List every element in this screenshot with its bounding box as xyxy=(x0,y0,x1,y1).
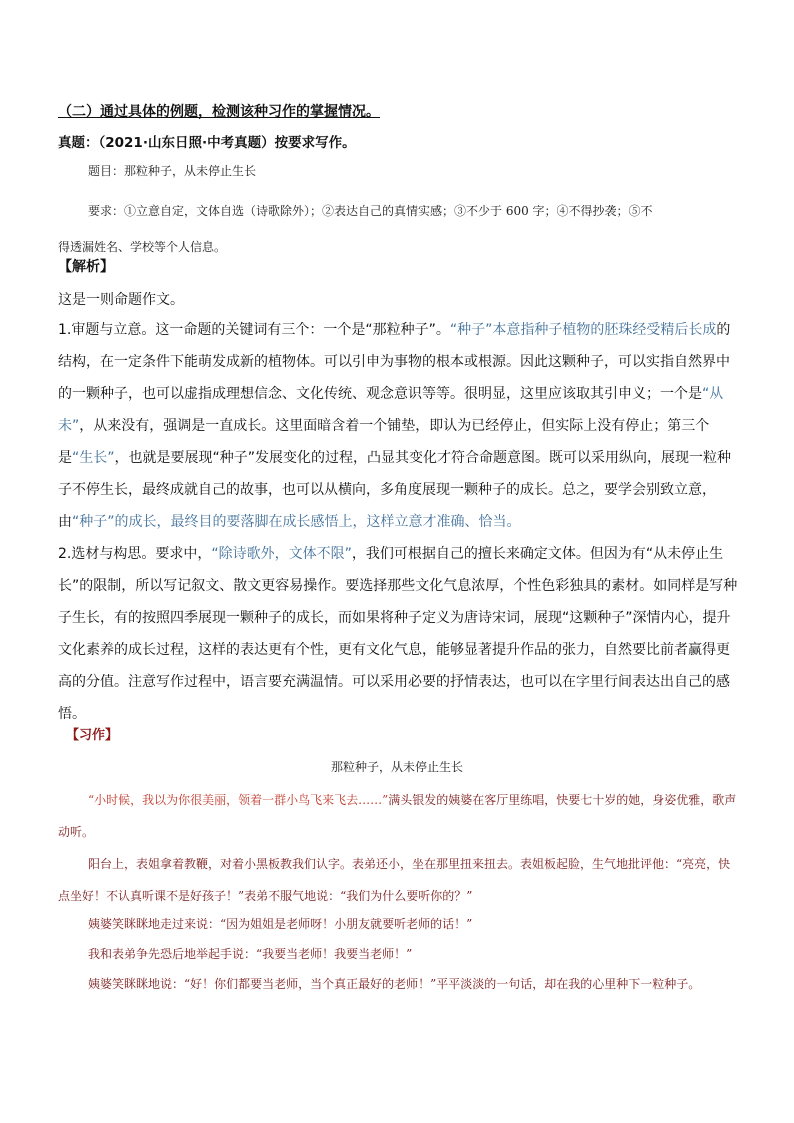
essay-title: 那粒种子，从未停止生长 xyxy=(330,760,463,774)
p2-highlight-b: “除诗歌外，文体不限” xyxy=(211,546,352,562)
essay-paragraph-4 xyxy=(58,938,738,970)
p2-text-a: 2.选材与构思。要求中， xyxy=(58,546,212,562)
real-question-heading: 真题：（2021·山东日照·中考真题）按要求写作。 xyxy=(58,135,356,151)
analysis-tag: 【解析】 xyxy=(58,259,114,275)
essay-tag: 【习作】 xyxy=(66,728,119,743)
analysis-paragraph-1 xyxy=(58,314,738,538)
essay-requirements xyxy=(58,193,738,265)
p1-text-a: 1.审题与立意。这一命题的关键词有三个：一个是“那粒种子”。 xyxy=(58,322,450,338)
requirements-line-1: 要求：①立意自定，文体自选（诗歌除外）；②表达自己的真情实感；③不少于 600 字；④不得抄袭；⑤不 xyxy=(88,204,653,218)
essay-p4-text: 我和表弟争先恐后地举起手说：“我要当老师！我要当老师！” xyxy=(88,947,413,961)
p1-highlight-h: “种子”的成长，最终目的要落脚在成长感悟上，这样立意才准确、恰当。 xyxy=(72,514,521,530)
essay-p1-text: 满头银发的姨婆在客厅里练唱，快要七十岁的她，身姿优雅，歌声动听。 xyxy=(58,793,737,839)
essay-topic: 题目：那粒种子，从未停止生长 xyxy=(88,164,257,178)
essay-quote: “小时候，我以为你很美丽，领着一群小鸟飞来飞去……” xyxy=(88,793,389,807)
analysis-intro: 这是一则命题作文。 xyxy=(58,292,184,308)
p1-highlight-d: “从未” xyxy=(58,386,724,434)
essay-p3-text: 姨婆笑眯眯地走过来说：“因为姐姐是老师呀！小朋友就要听老师的话！” xyxy=(88,917,473,931)
essay-p2-text: 阳台上，表姐拿着教鞭，对着小黑板教我们认字。表弟还小，坐在那里扭来扭去。表姐板起脸，生气地批评他：“亮亮，快点坐好！不认真听课不是好孩子！”表弟不服气地说：“我们为什么要听你的？” xyxy=(58,857,731,903)
essay-paragraph-3 xyxy=(58,908,738,940)
p1-text-c: 的结构，在一定条件下能萌发成新的植物体。可以引申为事物的根本或根源。因此这颗种子，可以实指自然界中的一颗种子，也可以虚指成理想信念、文化传统、观念意识等等。很明显，这里应该取其引申义；一个是 xyxy=(58,322,731,402)
essay-paragraph-2 xyxy=(58,848,738,912)
p1-text-e: ，从来没有，强调是一直成长。这里面暗含着一个铺垫，即认为已经停止，但实际上没有停止；第三个是 xyxy=(58,418,710,466)
essay-paragraph-1 xyxy=(58,784,738,848)
essay-paragraph-5 xyxy=(58,968,738,1000)
analysis-paragraph-2 xyxy=(58,538,738,730)
p1-highlight-f: “生长” xyxy=(72,450,115,466)
section-heading: （二）通过具体的例题，检测该种习作的掌握情况。 xyxy=(58,104,380,120)
p1-highlight-b: “种子”本意指种子植物的胚珠经受精后长成 xyxy=(449,322,717,338)
essay-p5-text: 姨婆笑眯眯地说：“好！你们都要当老师，当个真正最好的老师！”平平淡淡的一句话，却在我的心里种下一粒种子。 xyxy=(88,977,701,991)
requirements-line-2: 得透漏姓名、学校等个人信息。 xyxy=(58,240,227,254)
p2-text-c: ，我们可根据自己的擅长来确定文体。但因为有“从未停止生长”的限制，所以写记叙文、散文更容易操作。要选择那些文化气息浓厚，个性色彩独具的素材。如同样是写种子生长，有的按照四季展现一颗种子的成长，而如果将种子定义为唐诗宋词，展现“这颗种子”深情内心，提升文化素养的成长过程，这样的表达更有个性，更有文化气息，能够显著提升作品的张力，自然要比前者赢得更高的分值。注意写作过程中，语言要充满温情。可以采用必要的抒情表达，也可以在字里行间表达出自己的感悟。 xyxy=(58,546,738,722)
p1-text-g: ，也就是要展现“种子”发展变化的过程，凸显其变化才符合命题意图。既可以采用纵向，展现一粒种子不停生长，最终成就自己的故事，也可以从横向，多角度展现一颗种子的成长。总之，要学会别致立意，由 xyxy=(58,450,732,530)
